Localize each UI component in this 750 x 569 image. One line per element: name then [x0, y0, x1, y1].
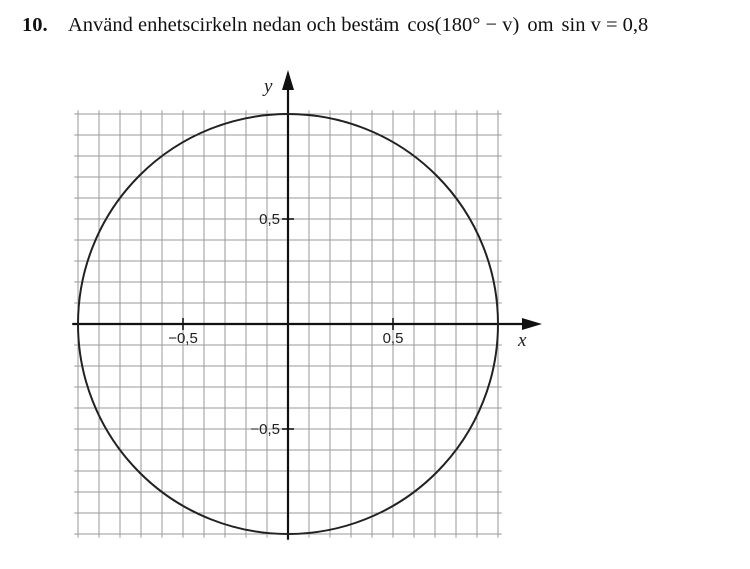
x-tick-label: 0,5	[382, 330, 404, 347]
axes	[72, 70, 542, 540]
question-condition: sin v = 0,8	[561, 14, 649, 36]
y-tick-label: 0,5	[259, 211, 280, 228]
x-axis-label: x	[518, 330, 527, 351]
x-tick-label: −0,5	[168, 330, 198, 347]
question-text: Använd enhetscirkeln nedan och bestäm	[68, 14, 400, 36]
x-axis-arrow	[522, 318, 542, 330]
question-number: 10.	[22, 14, 48, 36]
y-tick-label: −0,5	[250, 421, 280, 438]
question-expression: cos(180° − v)	[407, 14, 520, 36]
question-connector: om	[527, 14, 554, 36]
y-axis-arrow	[282, 70, 294, 90]
y-axis-label: y	[264, 76, 273, 97]
